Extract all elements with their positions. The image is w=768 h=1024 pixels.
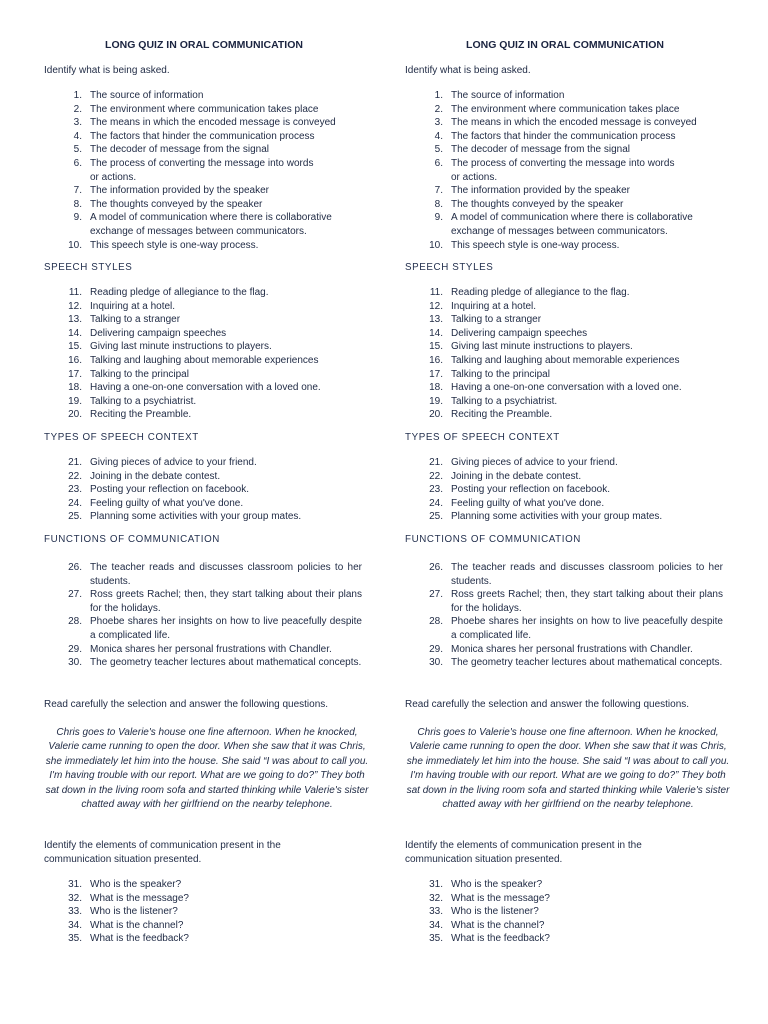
list-item: 5. The decoder of message from the signal bbox=[73, 144, 269, 156]
list-item: 35. What is the feedback? bbox=[429, 933, 550, 945]
list-item: 10. This speech style is one-way process. bbox=[68, 239, 259, 251]
story-passage: Chris goes to Valerie's house one fine afternoon. When he knocked, Valerie came running to open the door. When she saw that it was Chris, she immediately let him into the house. She said “I was about to call you. I'm having trouble with our report. What are we going to do?” They both sat down in the living room sofa and started thinking while Valerie's sister chatted away with her girlfriend on the nearby telephone. bbox=[45, 727, 369, 811]
list-item: 31. Who is the speaker? bbox=[429, 879, 543, 890]
list-item: 33. Who is the listener? bbox=[429, 906, 539, 918]
speech-context-heading: TYPES OF SPEECH CONTEXT bbox=[44, 432, 199, 443]
instruction: Identify what is being asked. bbox=[405, 65, 531, 76]
list-item: 23. Posting your reflection on facebook. bbox=[68, 484, 249, 496]
part1-list bbox=[405, 89, 735, 252]
identify-instruction: Identify the elements of communication present in the communication situation presented. bbox=[405, 840, 642, 865]
list-item: 1. The source of information bbox=[434, 90, 565, 101]
list-item: 18. Having a one-on-one conversation with a loved one. bbox=[68, 382, 321, 394]
speech-context-list bbox=[44, 456, 374, 524]
functions-list bbox=[405, 561, 723, 670]
list-item: 32. What is the message? bbox=[68, 892, 189, 904]
functions-list bbox=[44, 561, 362, 670]
list-item: 27. Ross greets Rachel; then, they start talking about their plans for the holidays. bbox=[68, 589, 362, 614]
list-item: 16. Talking and laughing about memorable experiences bbox=[429, 354, 680, 366]
list-item: 18. Having a one-on-one conversation with a loved one. bbox=[429, 382, 682, 394]
list-item: 26. The teacher reads and discusses classroom policies to her students. bbox=[68, 562, 362, 587]
list-item: 14. Delivering campaign speeches bbox=[429, 327, 588, 339]
list-item: 12. Inquiring at a hotel. bbox=[429, 300, 537, 312]
list-item: 6. The process of converting the message into words or actions. bbox=[434, 157, 675, 183]
list-item: 17. Talking to the principal bbox=[68, 368, 189, 380]
speech-styles-list bbox=[405, 286, 735, 422]
functions-heading: FUNCTIONS OF COMMUNICATION bbox=[44, 534, 220, 545]
identify-instruction: Identify the elements of communication present in the communication situation presented. bbox=[44, 840, 281, 865]
read-instruction: Read carefully the selection and answer the following questions. bbox=[44, 699, 329, 710]
list-item: 24. Feeling guilty of what you've done. bbox=[429, 497, 605, 509]
list-item: 7. The information provided by the speaker bbox=[434, 185, 630, 197]
list-item: 32. What is the message? bbox=[429, 892, 550, 904]
quiz-title: LONG QUIZ IN ORAL COMMUNICATION bbox=[466, 39, 664, 51]
speech-styles-list bbox=[44, 286, 374, 422]
list-item: 10. This speech style is one-way process. bbox=[429, 239, 620, 251]
list-item: 15. Giving last minute instructions to players. bbox=[68, 341, 272, 353]
read-instruction: Read carefully the selection and answer the following questions. bbox=[405, 699, 690, 710]
list-item: 20. Reciting the Preamble. bbox=[68, 409, 192, 421]
list-item: 28. Phoebe shares her insights on how to live peacefully despite a complicated life. bbox=[429, 616, 723, 641]
list-item: 21. Giving pieces of advice to your friend. bbox=[68, 457, 257, 468]
list-item: 8. The thoughts conveyed by the speaker bbox=[73, 198, 263, 210]
list-item: 28. Phoebe shares her insights on how to live peacefully despite a complicated life. bbox=[68, 616, 362, 641]
list-item: 31. Who is the speaker? bbox=[68, 879, 182, 890]
list-item: 3. The means in which the encoded message is conveyed bbox=[73, 117, 336, 129]
final-questions-list bbox=[405, 878, 735, 946]
list-item: 24. Feeling guilty of what you've done. bbox=[68, 497, 244, 509]
list-item: 21. Giving pieces of advice to your friend. bbox=[429, 457, 618, 468]
speech-styles-heading: SPEECH STYLES bbox=[405, 262, 494, 273]
speech-context-heading: TYPES OF SPEECH CONTEXT bbox=[405, 432, 560, 443]
list-item: 30. The geometry teacher lectures about mathematical concepts. bbox=[68, 657, 362, 669]
list-item: 19. Talking to a psychiatrist. bbox=[429, 395, 558, 407]
list-item: 35. What is the feedback? bbox=[68, 933, 189, 945]
list-item: 4. The factors that hinder the communication process bbox=[434, 130, 676, 142]
list-item: 17. Talking to the principal bbox=[429, 368, 550, 380]
list-item: 33. Who is the listener? bbox=[68, 906, 178, 918]
list-item: 14. Delivering campaign speeches bbox=[68, 327, 227, 339]
list-item: 8. The thoughts conveyed by the speaker bbox=[434, 198, 624, 210]
list-item: 34. What is the channel? bbox=[68, 919, 184, 931]
list-item: 4. The factors that hinder the communication process bbox=[73, 130, 315, 142]
list-item: 11. Reading pledge of allegiance to the flag. bbox=[68, 287, 269, 298]
list-item: 30. The geometry teacher lectures about mathematical concepts. bbox=[429, 657, 723, 669]
list-item: 25. Planning some activities with your group mates. bbox=[429, 511, 663, 523]
list-item: 22. Joining in the debate contest. bbox=[68, 470, 221, 482]
speech-context-list bbox=[405, 456, 735, 524]
list-item: 13. Talking to a stranger bbox=[68, 314, 181, 326]
story-passage: Chris goes to Valerie's house one fine afternoon. When he knocked, Valerie came running to open the door. When she saw that it was Chris, she immediately let him into the house. She said “I was about to call you. I'm having trouble with our report. What are we going to do?” They both sat down in the living room sofa and started thinking while Valerie's sister chatted away with her girlfriend on the nearby telephone. bbox=[406, 727, 730, 811]
speech-styles-heading: SPEECH STYLES bbox=[44, 262, 133, 273]
list-item: 9. A model of communication where there is collaborative exchange of messages between communicators. bbox=[434, 212, 693, 237]
list-item: 22. Joining in the debate contest. bbox=[429, 470, 582, 482]
list-item: 13. Talking to a stranger bbox=[429, 314, 542, 326]
list-item: 7. The information provided by the speaker bbox=[73, 185, 269, 197]
list-item: 1. The source of information bbox=[73, 90, 204, 101]
list-item: 5. The decoder of message from the signal bbox=[434, 144, 630, 156]
list-item: 23. Posting your reflection on facebook. bbox=[429, 484, 610, 496]
list-item: 34. What is the channel? bbox=[429, 919, 545, 931]
part1-list bbox=[44, 89, 374, 252]
instruction: Identify what is being asked. bbox=[44, 65, 170, 76]
quiz-title: LONG QUIZ IN ORAL COMMUNICATION bbox=[105, 39, 303, 51]
list-item: 9. A model of communication where there is collaborative exchange of messages between communicators. bbox=[73, 212, 332, 237]
functions-heading: FUNCTIONS OF COMMUNICATION bbox=[405, 534, 581, 545]
list-item: 6. The process of converting the message into words or actions. bbox=[73, 157, 314, 183]
list-item: 12. Inquiring at a hotel. bbox=[68, 300, 176, 312]
list-item: 2. The environment where communication takes place bbox=[73, 103, 319, 115]
list-item: 26. The teacher reads and discusses classroom policies to her students. bbox=[429, 562, 723, 587]
list-item: 11. Reading pledge of allegiance to the flag. bbox=[429, 287, 630, 298]
list-item: 20. Reciting the Preamble. bbox=[429, 409, 553, 421]
list-item: 3. The means in which the encoded message is conveyed bbox=[434, 117, 697, 129]
list-item: 15. Giving last minute instructions to players. bbox=[429, 341, 633, 353]
list-item: 25. Planning some activities with your group mates. bbox=[68, 511, 302, 523]
list-item: 29. Monica shares her personal frustrations with Chandler. bbox=[68, 643, 332, 655]
final-questions-list bbox=[44, 878, 374, 946]
list-item: 29. Monica shares her personal frustrations with Chandler. bbox=[429, 643, 693, 655]
list-item: 19. Talking to a psychiatrist. bbox=[68, 395, 197, 407]
list-item: 2. The environment where communication takes place bbox=[434, 103, 680, 115]
list-item: 27. Ross greets Rachel; then, they start talking about their plans for the holidays. bbox=[429, 589, 723, 614]
list-item: 16. Talking and laughing about memorable experiences bbox=[68, 354, 319, 366]
